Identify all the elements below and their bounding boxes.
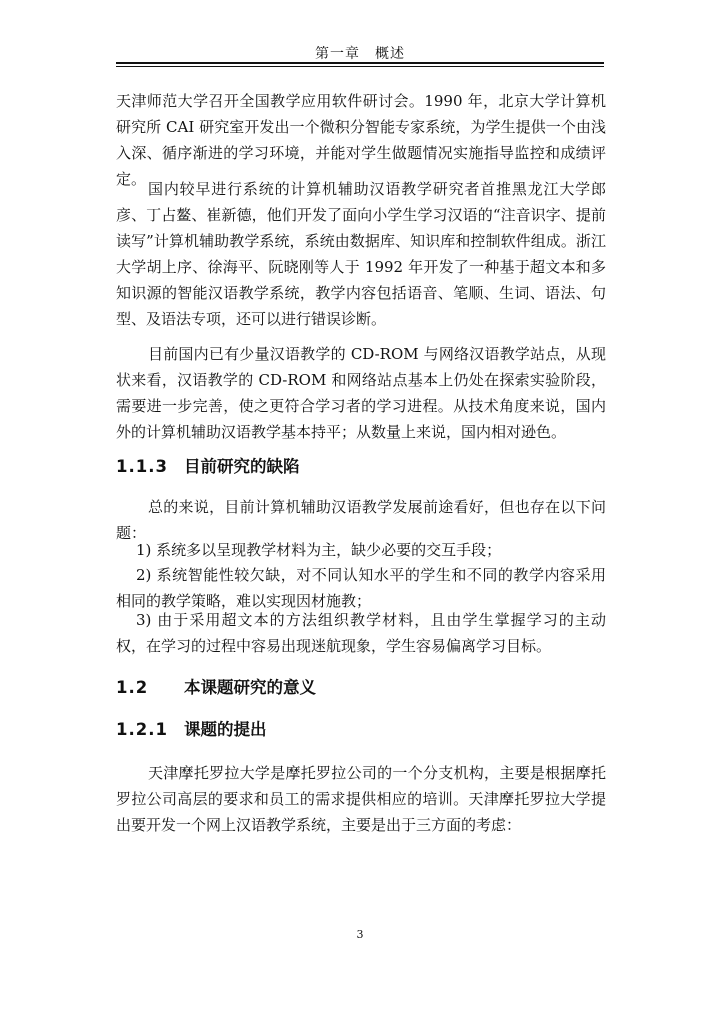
paragraph-4: 总的来说，目前计算机辅助汉语教学发展前途看好，但也存在以下问题： (116, 498, 606, 542)
page-header-title: 第一章 概述 (315, 46, 405, 62)
section-title: 目前研究的缺陷 (184, 457, 300, 476)
list-item-3: 3) 由于采用超文本的方法组织教学材料，且由学生掌握学习的主动权，在学习的过程中容易出现迷航现象，学生容易偏离学习目标。 (116, 611, 606, 655)
header-rule (116, 62, 604, 64)
paragraph-1: 天津师范大学召开全国教学应用软件研讨会。1990 年，北京大学计算机研究所 CAI 研究室开发出一个微积分智能专家系统，为学生提供一个由浅入深、循序渐进的学习环境，并能对学生做题情况实施指导监控和成绩评定。 (116, 92, 606, 188)
section-title: 本课题研究的意义 (184, 678, 316, 697)
page-number: 3 (356, 928, 364, 941)
paragraph-3: 目前国内已有少量汉语教学的 CD-ROM 与网络汉语教学站点，从现状来看，汉语教学的 CD-ROM 和网络站点基本上仍处在探索实验阶段，需要进一步完善，使之更符合学习者的学习进程。从技术角度来说，国内外的计算机辅助汉语教学基本持平；从数量上来说，国内相对逊色。 (116, 345, 606, 441)
paragraph-5: 天津摩托罗拉大学是摩托罗拉公司的一个分支机构，主要是根据摩托罗拉公司高层的要求和员工的需求提供相应的培训。天津摩托罗拉大学提出要开发一个网上汉语教学系统，主要是出于三方面的考虑： (116, 764, 606, 834)
section-heading-1-2-1 (116, 719, 267, 741)
list-item-1: 1) 系统多以呈现教学材料为主，缺少必要的交互手段； (136, 541, 502, 559)
section-number: 1.1.3 (116, 457, 168, 476)
section-heading-1-1-3 (116, 456, 300, 478)
section-number: 1.2 (116, 678, 149, 697)
section-title: 课题的提出 (184, 720, 267, 739)
list-item-2: 2) 系统智能性较欠缺，对不同认知水平的学生和不同的教学内容采用相同的教学策略，难以实现因材施教； (116, 566, 606, 610)
section-heading-1-2 (116, 677, 316, 699)
section-number: 1.2.1 (116, 720, 168, 739)
header-rule-thin (116, 66, 604, 67)
paragraph-2: 国内较早进行系统的计算机辅助汉语教学研究者首推黑龙江大学郎彦、丁占鳌、崔新德，他们开发了面向小学生学习汉语的“注音识字、提前读写”计算机辅助教学系统，系统由数据库、知识库和控制软件组成。浙江大学胡上序、徐海平、阮晓刚等人于 1992 年开发了一种基于超文本和多知识源的智能汉语教学系统，教学内容包括语音、笔顺、生词、语法、句型、及语法专项，还可以进行错误诊断。 (116, 180, 606, 328)
